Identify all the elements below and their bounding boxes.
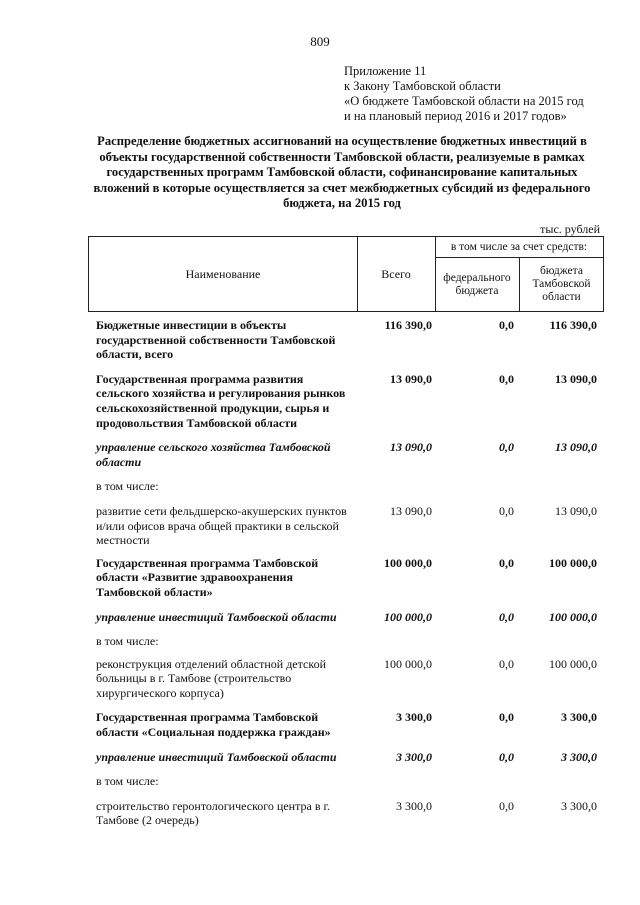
appendix-line: к Закону Тамбовской области [344,79,501,93]
appendix-line: «О бюджете Тамбовской области на 2015 год [344,94,584,108]
table-row [88,504,604,548]
page-number: 809 [310,34,330,49]
row-federal: 0,0 [499,609,514,624]
row-federal: 0,0 [499,440,514,455]
header-name: Наименование [89,237,358,311]
row-total: 3 300,0 [396,710,432,725]
table-body [88,318,604,828]
row-regional: 116 390,0 [549,318,597,332]
row-total: 116 390,0 [384,318,432,332]
row-total: 13 090,0 [390,440,432,455]
row-name: реконструкция отделений областной детской больницы в г. Тамбове (строительство хирургического корпуса) [96,656,326,700]
row-total: 13 090,0 [390,371,432,386]
header-regional: бюджета Тамбовской области [532,265,591,303]
table-row [88,634,604,649]
row-regional: 13 090,0 [555,371,597,386]
row-federal: 0,0 [499,798,514,813]
row-regional: 13 090,0 [555,503,597,518]
row-federal: 0,0 [499,656,514,671]
table-row [88,710,604,739]
appendix-block [344,64,584,124]
row-regional: 100 000,0 [549,656,597,671]
row-name: управление инвестиций Тамбовской области [96,749,337,764]
table-row [88,479,604,494]
row-total: 100 000,0 [384,555,432,570]
row-name: в том числе: [96,774,159,789]
row-total: 100 000,0 [384,609,432,624]
row-regional: 100 000,0 [549,609,597,624]
row-federal: 0,0 [499,749,514,764]
row-regional: 3 300,0 [561,749,597,764]
appendix-line: Приложение 11 [344,64,427,78]
row-regional: 3 300,0 [561,710,597,725]
table-row [88,556,604,600]
table-row [88,799,604,828]
units-label: тыс. рублей [540,222,600,236]
row-name: Бюджетные инвестиции в объекты государственной собственности Тамбовской области, всего [96,318,336,362]
row-total: 13 090,0 [390,503,432,518]
appendix-line: и на плановый период 2016 и 2017 годов» [344,109,567,123]
row-federal: 0,0 [499,710,514,725]
table-row [88,774,604,789]
row-name: управление сельского хозяйства Тамбовской области [96,440,331,469]
row-total: 3 300,0 [396,798,432,813]
budget-table [88,236,604,828]
table-row [88,750,604,765]
document-title: Распределение бюджетных ассигнований на осуществление бюджетных инвестиций в объекты государственной собственности Тамбовской области, реализуемые в рамках государственных программ Тамбовской области, софинансирование капитальных вложений в которые осуществляется за счет межбюджетных субсидий из федерального бюджета, на 2015 год [93,134,591,211]
header-federal: федерального бюджета [435,258,520,311]
table-header [88,236,604,312]
row-name: в том числе: [96,479,159,494]
header-total: Всего [357,237,436,311]
row-federal: 0,0 [499,503,514,518]
row-federal: 0,0 [499,371,514,386]
table-row [88,318,604,362]
row-name: развитие сети фельдшерско-акушерских пунктов и/или офисов врача общей практики в сельской местности [96,503,347,548]
row-name: Государственная программа Тамбовской области «Социальная поддержка граждан» [96,710,331,740]
header-including: в том числе за счет средств: [435,237,603,258]
table-row [88,657,604,701]
row-name: строительство геронтологического центра в г. Тамбове (2 очередь) [96,798,331,828]
row-regional: 100 000,0 [549,555,597,570]
row-total: 3 300,0 [396,749,432,764]
row-federal: 0,0 [499,555,514,570]
row-federal: 0,0 [499,318,514,332]
row-name: управление инвестиций Тамбовской области [96,609,337,624]
row-regional: 13 090,0 [555,440,597,455]
row-name: Государственная программа Тамбовской области «Развитие здравоохранения Тамбовской области» [96,555,319,599]
row-name: в том числе: [96,634,159,649]
row-total: 100 000,0 [384,656,432,671]
table-row [88,440,604,469]
row-regional: 3 300,0 [561,798,597,813]
table-row [88,372,604,430]
row-name: Государственная программа развития сельского хозяйства и регулирования рынков сельскохозяйственной продукции, сырья и продовольствия Тамбовской области [96,371,346,430]
table-row [88,610,604,625]
